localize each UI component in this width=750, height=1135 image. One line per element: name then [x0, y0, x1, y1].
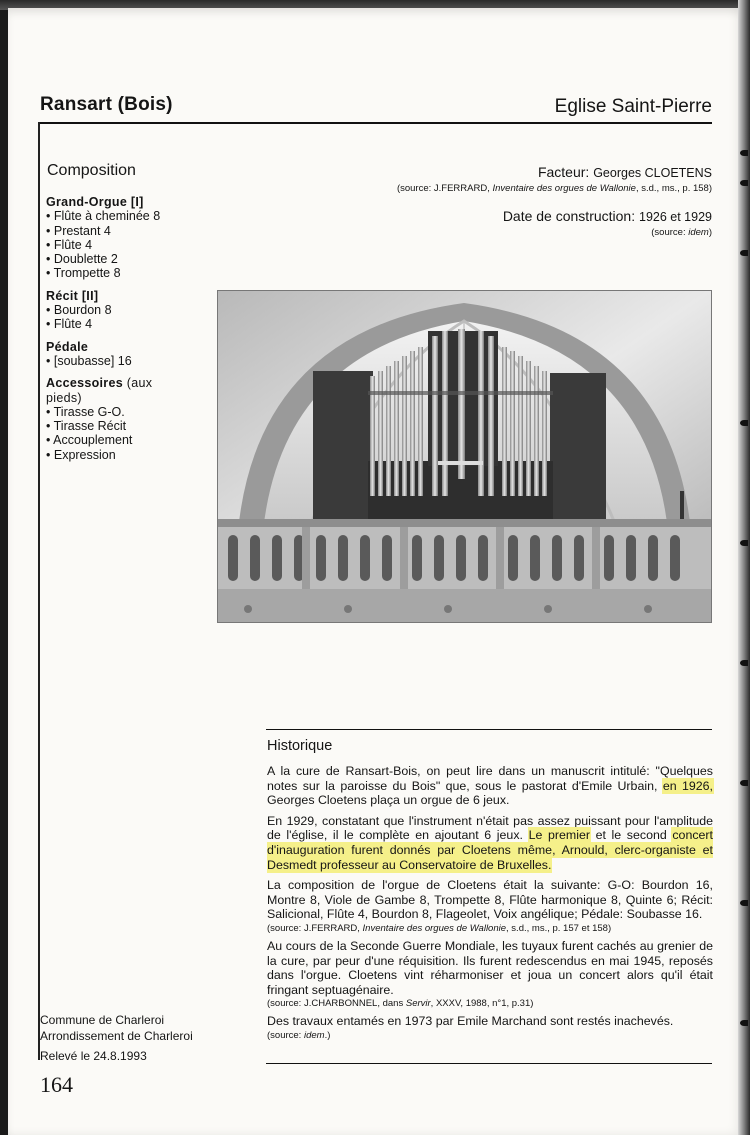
- stop-item: • Doublette 2: [46, 252, 186, 266]
- source-prefix: (source: J.FERRARD,: [267, 922, 363, 934]
- binding-ring: [740, 250, 748, 256]
- historique-end-rule: [266, 1063, 712, 1064]
- stop-item: • [soubasse] 16: [46, 354, 186, 368]
- historique-paragraph: Des travaux entamés en 1973 par Emile Marchand sont restés inachevés.: [267, 1014, 674, 1029]
- highlighted-text: en 1926,: [662, 778, 714, 793]
- stop-item: • Prestant 4: [46, 224, 186, 238]
- releve-line: Relevé le 24.8.1993: [40, 1049, 147, 1063]
- source-prefix: (source:: [651, 227, 689, 238]
- historique-source: [267, 1030, 713, 1042]
- construction-value: 1926 et 1929: [639, 210, 712, 224]
- binding-ring: [740, 150, 748, 156]
- place-title: Ransart (Bois): [40, 94, 173, 115]
- left-margin-rule: [38, 122, 40, 1060]
- facteur-source: [397, 183, 712, 194]
- stop-item: • Bourdon 8: [46, 303, 186, 317]
- source-suffix: , s.d., ms., p. 157 et 158): [506, 922, 612, 934]
- binding-ring: [740, 780, 748, 786]
- source-prefix: (source: J.CHARBONNEL, dans: [267, 998, 406, 1010]
- source-prefix: (source:: [267, 1029, 304, 1041]
- source-title: Inventaire des orgues de Wallonie: [492, 183, 636, 194]
- accessoires-heading: [46, 376, 186, 405]
- historique-paragraph: La composition de l'orgue de Cloetens était la suivante: G-O: Bourdon 16, Montre 8, Viole de Gambe 8, Trompette 8, Flûte harmonique 8, Quinte 6; Récit: Salicional, Flûte 4, Bourdon 8, Flageolet, Voix angélique; Pédale: Soubasse 16.: [267, 878, 713, 922]
- historique-paragraph: [267, 764, 713, 808]
- accessory-item: • Tirasse G-O.: [46, 405, 186, 419]
- header-rule: [38, 122, 712, 124]
- historique-body: [267, 764, 713, 1046]
- historique-source: [267, 998, 713, 1010]
- binding-ring: [740, 180, 748, 186]
- stop-item: • Trompette 8: [46, 266, 186, 280]
- scan-right-edge: [738, 0, 750, 1135]
- historique-rule: [266, 729, 712, 730]
- facteur-line: [538, 164, 712, 180]
- historique-source: [267, 923, 713, 935]
- page-number: 164: [40, 1072, 73, 1097]
- footer-info: [40, 1012, 193, 1064]
- binding-ring: [740, 1020, 748, 1026]
- recit-heading: Récit [II]: [46, 288, 99, 303]
- commune-line: Commune de Charleroi: [40, 1013, 165, 1027]
- source-suffix: ): [708, 227, 712, 238]
- accessory-item: • Expression: [46, 448, 186, 462]
- facteur-label: Facteur:: [537, 164, 590, 180]
- source-title: idem: [303, 1029, 325, 1041]
- text-run: Georges Cloetens plaça un orgue de 6 jeux.: [267, 793, 510, 808]
- construction-label: Date de construction:: [502, 208, 636, 224]
- composition-heading: Composition: [47, 162, 136, 179]
- binding-ring: [740, 540, 748, 546]
- stop-item: • Flûte à cheminée 8: [46, 209, 186, 223]
- accessory-item: • Accouplement: [46, 433, 186, 447]
- stop-item: • Flûte 4: [46, 238, 186, 252]
- binding-ring: [740, 660, 748, 666]
- historique-paragraph: [267, 814, 713, 872]
- accessoires-note: (aux pieds): [46, 376, 153, 405]
- source-title: idem: [688, 227, 709, 238]
- binding-ring: [740, 420, 748, 426]
- organ-photo: [217, 290, 712, 623]
- historique-heading: Historique: [267, 738, 333, 754]
- highlighted-text: Le premier: [528, 828, 590, 843]
- text-run: et le second: [589, 828, 673, 843]
- source-prefix: (source: J.FERRARD,: [396, 183, 493, 194]
- construction-source: [651, 227, 712, 238]
- text-run: En 1929, constatant que l'instrument n'était pas assez puissant pour l'amplitude de l'église, il le complète en ajoutant 6 jeux.: [267, 813, 713, 843]
- text-run: A la cure de Ransart-Bois, on peut lire dans un manuscrit intitulé: "Quelques notes sur la paroisse du Bois" que, sous le pastorat d'Emile Urbain,: [267, 764, 713, 793]
- stop-item: • Flûte 4: [46, 317, 186, 331]
- arrondissement-line: Arrondissement de Charleroi: [40, 1029, 193, 1043]
- facteur-value: Georges CLOETENS: [593, 166, 712, 180]
- source-title: Servir: [405, 998, 431, 1010]
- highlighted-text: concert d'inauguration furent donnés par Cloetens même, Arnould, clerc-organiste et Desmedt professeur au Conservatoire de Bruxelles.: [267, 828, 713, 872]
- accessory-item: • Tirasse Récit: [46, 419, 186, 433]
- historique-paragraph: Au cours de la Seconde Guerre Mondiale, les tuyaux furent cachés au grenier de la cure, par peur d'une réquisition. Ils furent redescendus en mai 1945, reposés dans l'orgue. Cloetens vint réharmoniser et joua un concert alors qu'il était fringant septuagénaire.: [267, 938, 713, 997]
- binding-ring: [740, 900, 748, 906]
- source-suffix: , XXXV, 1988, n°1, p.31): [430, 998, 534, 1010]
- construction-line: [503, 208, 712, 224]
- church-title: Eglise Saint-Pierre: [554, 96, 712, 117]
- pedale-heading: Pédale: [46, 339, 89, 354]
- grand-orgue-heading: Grand-Orgue [I]: [46, 195, 144, 209]
- composition-list: [46, 195, 186, 462]
- source-suffix: , s.d., ms., p. 158): [635, 183, 712, 194]
- source-suffix: .): [324, 1029, 331, 1041]
- source-title: Inventaire des orgues de Wallonie: [362, 922, 507, 934]
- accessoires-title: Accessoires: [46, 376, 123, 391]
